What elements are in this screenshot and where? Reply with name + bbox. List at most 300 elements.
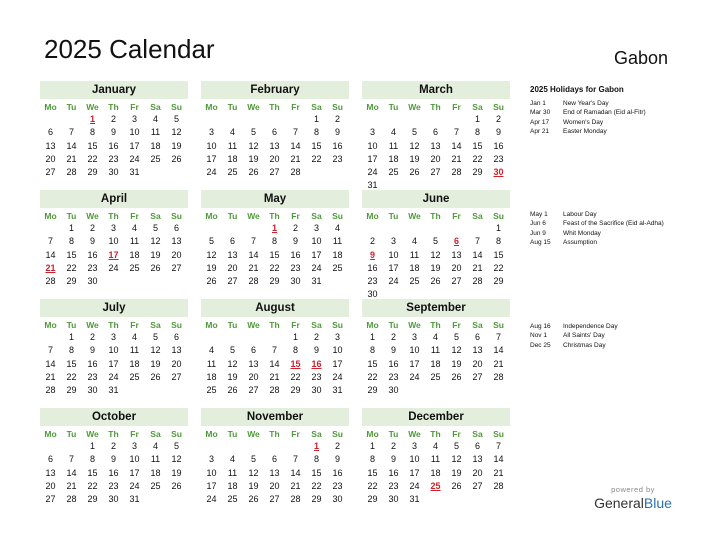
empty-cell — [243, 222, 264, 235]
empty-cell — [222, 331, 243, 344]
weekday-label: Su — [332, 320, 343, 330]
empty-cell — [222, 440, 243, 453]
day-cell: 6 — [173, 223, 179, 233]
weekday-row — [40, 210, 188, 222]
empty-cell — [404, 222, 425, 235]
weekday-label: We — [86, 429, 99, 439]
day-cell: 20 — [472, 358, 483, 369]
weekday-label: Sa — [311, 211, 322, 221]
day-cell: 28 — [45, 276, 56, 287]
day-cell: 28 — [290, 167, 301, 178]
day-cell: 26 — [150, 262, 161, 273]
weekday-label: Sa — [150, 211, 161, 221]
day-cell: 21 — [290, 153, 301, 164]
day-cell: 20 — [472, 467, 483, 478]
holiday-date: Dec 25 — [530, 341, 551, 349]
weekday-label: Fr — [130, 320, 139, 330]
day-cell: 9 — [110, 127, 116, 138]
day-cell: 29 — [66, 276, 77, 287]
month-header: March — [362, 81, 510, 99]
weekday-label: Fr — [291, 102, 300, 112]
holiday-item — [530, 108, 646, 117]
weekday-label: Su — [171, 211, 182, 221]
day-cell: 31 — [367, 180, 378, 191]
holiday-date: Apr 17 — [530, 118, 550, 126]
day-cell: 13 — [269, 140, 280, 151]
day-cell: 7 — [495, 441, 501, 451]
day-cell: 30 — [87, 385, 98, 396]
day-cell: 16 — [290, 249, 301, 260]
day-cell: 15 — [311, 467, 322, 478]
day-cell: 30 — [290, 276, 301, 287]
day-cell: 25 — [388, 167, 399, 178]
empty-cell — [222, 113, 243, 126]
page-title: 2025 Calendar — [44, 34, 215, 64]
day-cell: 22 — [87, 153, 98, 164]
day-cell: 10 — [206, 140, 217, 151]
empty-cell — [404, 113, 425, 126]
weekday-label: Th — [269, 429, 280, 439]
day-cell: 17 — [206, 153, 217, 164]
day-cell: 9 — [390, 454, 396, 465]
weekday-label: Mo — [44, 102, 57, 112]
weekday-label: Su — [171, 320, 182, 330]
weekday-label: Mo — [44, 429, 57, 439]
empty-cell — [243, 113, 264, 126]
day-cell: 24 — [206, 494, 217, 505]
day-cell: 23 — [367, 276, 378, 287]
day-cell: 1 — [474, 114, 480, 124]
day-cell: 15 — [87, 140, 98, 151]
weekday-label: Sa — [150, 320, 161, 330]
day-cell: 27 — [248, 385, 259, 396]
day-cell: 25 — [332, 262, 343, 273]
day-cell: 11 — [332, 236, 343, 247]
day-cell: 23 — [290, 262, 301, 273]
day-cell: 7 — [292, 127, 298, 138]
weekday-label: Fr — [130, 102, 139, 112]
day-cell: 3 — [131, 441, 137, 451]
day-cell: 5 — [411, 127, 417, 138]
weekday-label: Th — [430, 102, 441, 112]
day-cell: 11 — [150, 127, 161, 138]
day-cell: 12 — [248, 467, 259, 478]
day-cell: 27 — [171, 371, 182, 382]
day-cell: 23 — [87, 262, 98, 273]
month-august — [201, 299, 349, 397]
holiday-name: Feast of the Sacrifice (Eid al-Adha) — [563, 220, 664, 228]
weekday-label: Tu — [227, 102, 238, 112]
day-cell: 11 — [409, 249, 420, 260]
holiday-name: Easter Monday — [563, 127, 607, 135]
empty-cell — [467, 222, 488, 235]
day-cell: 6 — [173, 332, 179, 342]
empty-cell — [446, 222, 467, 235]
day-cell: 5 — [152, 223, 158, 233]
weekday-label: Fr — [452, 429, 461, 439]
day-cell: 22 — [290, 371, 301, 382]
day-cell: 14 — [290, 140, 301, 151]
day-grid — [40, 222, 188, 288]
holiday-day-cell: 1 — [313, 441, 319, 451]
holiday-day-cell: 25 — [430, 480, 441, 491]
day-cell: 7 — [271, 345, 277, 356]
month-april — [40, 190, 188, 288]
weekday-label: Th — [430, 320, 441, 330]
holiday-item — [530, 210, 664, 219]
day-grid — [362, 222, 510, 302]
empty-cell — [362, 222, 383, 235]
holiday-item — [530, 118, 646, 127]
empty-cell — [40, 113, 61, 126]
month-header: July — [40, 299, 188, 317]
holiday-item — [530, 219, 664, 228]
day-cell: 8 — [313, 454, 319, 465]
weekday-label: Sa — [472, 102, 483, 112]
day-cell: 9 — [334, 454, 340, 465]
weekday-label: Mo — [366, 102, 379, 112]
empty-cell — [285, 440, 306, 453]
holiday-item — [530, 341, 618, 350]
weekday-label: Sa — [311, 102, 322, 112]
day-cell: 12 — [430, 249, 441, 260]
day-cell: 4 — [152, 114, 158, 124]
day-cell: 15 — [269, 249, 280, 260]
empty-cell — [40, 331, 61, 344]
day-cell: 19 — [248, 153, 259, 164]
day-cell: 11 — [430, 345, 441, 356]
day-cell: 19 — [430, 262, 441, 273]
day-cell: 20 — [45, 480, 56, 491]
day-cell: 14 — [248, 249, 259, 260]
weekday-label: Fr — [291, 320, 300, 330]
day-cell: 18 — [388, 153, 399, 164]
holiday-day-cell: 30 — [493, 167, 504, 178]
day-cell: 13 — [472, 345, 483, 356]
day-cell: 27 — [430, 167, 441, 178]
month-november — [201, 408, 349, 506]
day-cell: 14 — [493, 345, 504, 356]
day-cell: 9 — [334, 127, 340, 138]
weekday-label: Tu — [66, 320, 77, 330]
day-cell: 26 — [451, 371, 462, 382]
holiday-item — [530, 331, 618, 340]
day-cell: 20 — [269, 480, 280, 491]
holiday-day-cell: 1 — [271, 223, 277, 233]
day-cell: 21 — [493, 358, 504, 369]
brand-name — [588, 495, 678, 511]
weekday-label: Sa — [311, 320, 322, 330]
month-header: June — [362, 190, 510, 208]
day-cell: 6 — [250, 345, 256, 356]
weekday-label: We — [247, 211, 260, 221]
weekday-label: Tu — [66, 211, 77, 221]
day-cell: 5 — [229, 345, 235, 356]
day-cell: 26 — [227, 385, 238, 396]
holiday-date: May 1 — [530, 211, 548, 218]
day-cell: 25 — [227, 494, 238, 505]
holiday-name: Assumption — [563, 238, 597, 246]
day-cell: 20 — [269, 153, 280, 164]
day-cell: 15 — [66, 249, 77, 260]
weekday-label: Th — [108, 429, 119, 439]
day-cell: 14 — [66, 140, 77, 151]
month-header: December — [362, 408, 510, 426]
day-cell: 23 — [388, 480, 399, 491]
day-cell: 15 — [87, 467, 98, 478]
weekday-label: Fr — [291, 429, 300, 439]
day-cell: 22 — [493, 262, 504, 273]
day-cell: 26 — [171, 480, 182, 491]
weekday-label: Th — [108, 102, 119, 112]
holiday-name: Labour Day — [563, 211, 597, 218]
day-cell: 25 — [129, 262, 140, 273]
day-cell: 6 — [47, 454, 53, 465]
weekday-label: Th — [430, 211, 441, 221]
day-cell: 1 — [68, 223, 74, 233]
empty-cell — [201, 440, 222, 453]
day-cell: 24 — [409, 480, 420, 491]
weekday-label: Su — [493, 102, 504, 112]
weekday-row — [362, 428, 510, 440]
day-cell: 4 — [432, 441, 438, 451]
day-cell: 2 — [89, 223, 95, 233]
day-cell: 16 — [87, 358, 98, 369]
day-cell: 13 — [45, 140, 56, 151]
empty-cell — [264, 440, 285, 453]
day-cell: 8 — [369, 345, 375, 356]
day-cell: 8 — [68, 236, 74, 247]
day-cell: 7 — [495, 332, 501, 342]
weekday-label: Tu — [388, 320, 399, 330]
weekday-label: We — [86, 211, 99, 221]
day-cell: 2 — [313, 332, 319, 342]
day-cell: 30 — [332, 494, 343, 505]
weekday-label: Fr — [452, 320, 461, 330]
holiday-name: Whit Monday — [563, 229, 601, 237]
day-cell: 20 — [171, 249, 182, 260]
day-cell: 24 — [332, 371, 343, 382]
day-cell: 17 — [409, 358, 420, 369]
day-cell: 22 — [269, 262, 280, 273]
day-cell: 24 — [108, 371, 119, 382]
weekday-label: Th — [430, 429, 441, 439]
day-cell: 10 — [409, 454, 420, 465]
day-cell: 6 — [271, 127, 277, 138]
day-cell: 13 — [430, 140, 441, 151]
empty-cell — [362, 113, 383, 126]
day-cell: 19 — [206, 262, 217, 273]
day-cell: 23 — [108, 480, 119, 491]
weekday-row — [362, 210, 510, 222]
day-cell: 2 — [390, 332, 396, 342]
empty-cell — [201, 113, 222, 126]
weekday-label: Su — [332, 102, 343, 112]
day-cell: 31 — [108, 385, 119, 396]
day-cell: 3 — [208, 454, 214, 465]
day-cell: 8 — [495, 236, 501, 247]
day-grid — [40, 331, 188, 397]
day-cell: 17 — [332, 358, 343, 369]
day-cell: 27 — [451, 276, 462, 287]
weekday-label: Th — [108, 320, 119, 330]
day-cell: 4 — [131, 332, 137, 342]
day-cell: 8 — [89, 127, 95, 138]
weekday-row — [362, 101, 510, 113]
day-cell: 9 — [292, 236, 298, 247]
day-grid — [201, 440, 349, 506]
day-cell: 11 — [206, 358, 217, 369]
day-cell: 12 — [409, 140, 420, 151]
month-header: February — [201, 81, 349, 99]
weekday-label: We — [408, 211, 421, 221]
holiday-item — [530, 238, 664, 247]
day-cell: 21 — [66, 480, 77, 491]
weekday-label: Sa — [472, 320, 483, 330]
day-cell: 31 — [129, 494, 140, 505]
day-cell: 24 — [367, 167, 378, 178]
holiday-name: End of Ramadan (Eid al-Fitr) — [563, 109, 646, 117]
day-grid — [362, 331, 510, 397]
day-cell: 19 — [150, 358, 161, 369]
day-cell: 17 — [311, 249, 322, 260]
day-cell: 15 — [493, 249, 504, 260]
day-cell: 10 — [108, 236, 119, 247]
day-cell: 16 — [493, 140, 504, 151]
holiday-item — [530, 229, 664, 238]
day-cell: 22 — [66, 262, 77, 273]
day-cell: 18 — [409, 262, 420, 273]
month-july — [40, 299, 188, 397]
empty-cell — [264, 331, 285, 344]
day-cell: 9 — [89, 345, 95, 356]
day-cell: 21 — [66, 153, 77, 164]
weekday-label: Th — [108, 211, 119, 221]
day-cell: 23 — [108, 153, 119, 164]
day-cell: 6 — [47, 127, 53, 138]
day-cell: 26 — [451, 480, 462, 491]
day-cell: 9 — [89, 236, 95, 247]
weekday-label: Mo — [44, 211, 57, 221]
weekday-row — [201, 428, 349, 440]
weekday-row — [40, 428, 188, 440]
day-cell: 22 — [87, 480, 98, 491]
empty-cell — [201, 222, 222, 235]
weekday-label: Th — [269, 102, 280, 112]
day-cell: 4 — [152, 441, 158, 451]
holiday-day-cell: 6 — [453, 236, 459, 247]
day-cell: 2 — [334, 114, 340, 124]
day-cell: 20 — [451, 262, 462, 273]
day-cell: 23 — [332, 480, 343, 491]
day-cell: 18 — [129, 358, 140, 369]
day-cell: 5 — [432, 236, 438, 247]
day-cell: 29 — [472, 167, 483, 178]
day-cell: 13 — [227, 249, 238, 260]
day-cell: 18 — [332, 249, 343, 260]
weekday-row — [201, 210, 349, 222]
day-cell: 15 — [472, 140, 483, 151]
day-cell: 19 — [451, 467, 462, 478]
day-cell: 22 — [311, 153, 322, 164]
day-cell: 6 — [271, 454, 277, 465]
day-cell: 20 — [227, 262, 238, 273]
day-cell: 2 — [369, 236, 375, 247]
day-cell: 21 — [472, 262, 483, 273]
weekday-label: Sa — [472, 211, 483, 221]
day-cell: 24 — [206, 167, 217, 178]
day-cell: 3 — [334, 332, 340, 342]
weekday-row — [40, 319, 188, 331]
holiday-name: New Year's Day — [563, 100, 609, 107]
day-cell: 14 — [451, 140, 462, 151]
weekday-label: Fr — [291, 211, 300, 221]
weekday-label: Su — [171, 429, 182, 439]
day-cell: 29 — [87, 167, 98, 178]
day-cell: 19 — [171, 467, 182, 478]
day-cell: 12 — [150, 345, 161, 356]
day-cell: 18 — [430, 358, 441, 369]
day-cell: 23 — [332, 153, 343, 164]
holiday-name: Independence Day — [563, 323, 618, 330]
day-cell: 9 — [390, 345, 396, 356]
holiday-item — [530, 127, 646, 136]
day-cell: 25 — [227, 167, 238, 178]
day-cell: 12 — [206, 249, 217, 260]
holiday-day-cell: 9 — [369, 249, 375, 260]
day-cell: 19 — [171, 140, 182, 151]
day-cell: 1 — [369, 441, 375, 451]
day-cell: 27 — [472, 371, 483, 382]
empty-cell — [425, 222, 446, 235]
day-cell: 26 — [206, 276, 217, 287]
month-september — [362, 299, 510, 397]
day-cell: 21 — [290, 480, 301, 491]
day-cell: 29 — [290, 385, 301, 396]
empty-cell — [222, 222, 243, 235]
month-header: August — [201, 299, 349, 317]
holiday-day-cell: 15 — [290, 358, 301, 369]
day-cell: 8 — [474, 127, 480, 138]
weekday-label: Su — [332, 211, 343, 221]
day-cell: 30 — [87, 276, 98, 287]
day-cell: 7 — [68, 127, 74, 138]
day-cell: 8 — [369, 454, 375, 465]
day-cell: 29 — [269, 276, 280, 287]
day-cell: 24 — [129, 480, 140, 491]
day-cell: 28 — [45, 385, 56, 396]
day-cell: 3 — [390, 236, 396, 247]
day-cell: 22 — [472, 153, 483, 164]
weekday-label: We — [86, 102, 99, 112]
day-cell: 25 — [409, 276, 420, 287]
day-cell: 4 — [229, 454, 235, 465]
day-cell: 14 — [45, 249, 56, 260]
day-cell: 7 — [47, 236, 53, 247]
holiday-list-q2 — [530, 210, 664, 247]
day-cell: 25 — [206, 385, 217, 396]
day-cell: 15 — [367, 358, 378, 369]
holiday-day-cell: 21 — [45, 262, 56, 273]
month-header: April — [40, 190, 188, 208]
weekday-row — [201, 319, 349, 331]
day-cell: 28 — [493, 480, 504, 491]
weekday-label: Sa — [472, 429, 483, 439]
weekday-label: Fr — [130, 211, 139, 221]
day-cell: 6 — [229, 236, 235, 247]
day-cell: 16 — [388, 358, 399, 369]
day-cell: 18 — [150, 140, 161, 151]
